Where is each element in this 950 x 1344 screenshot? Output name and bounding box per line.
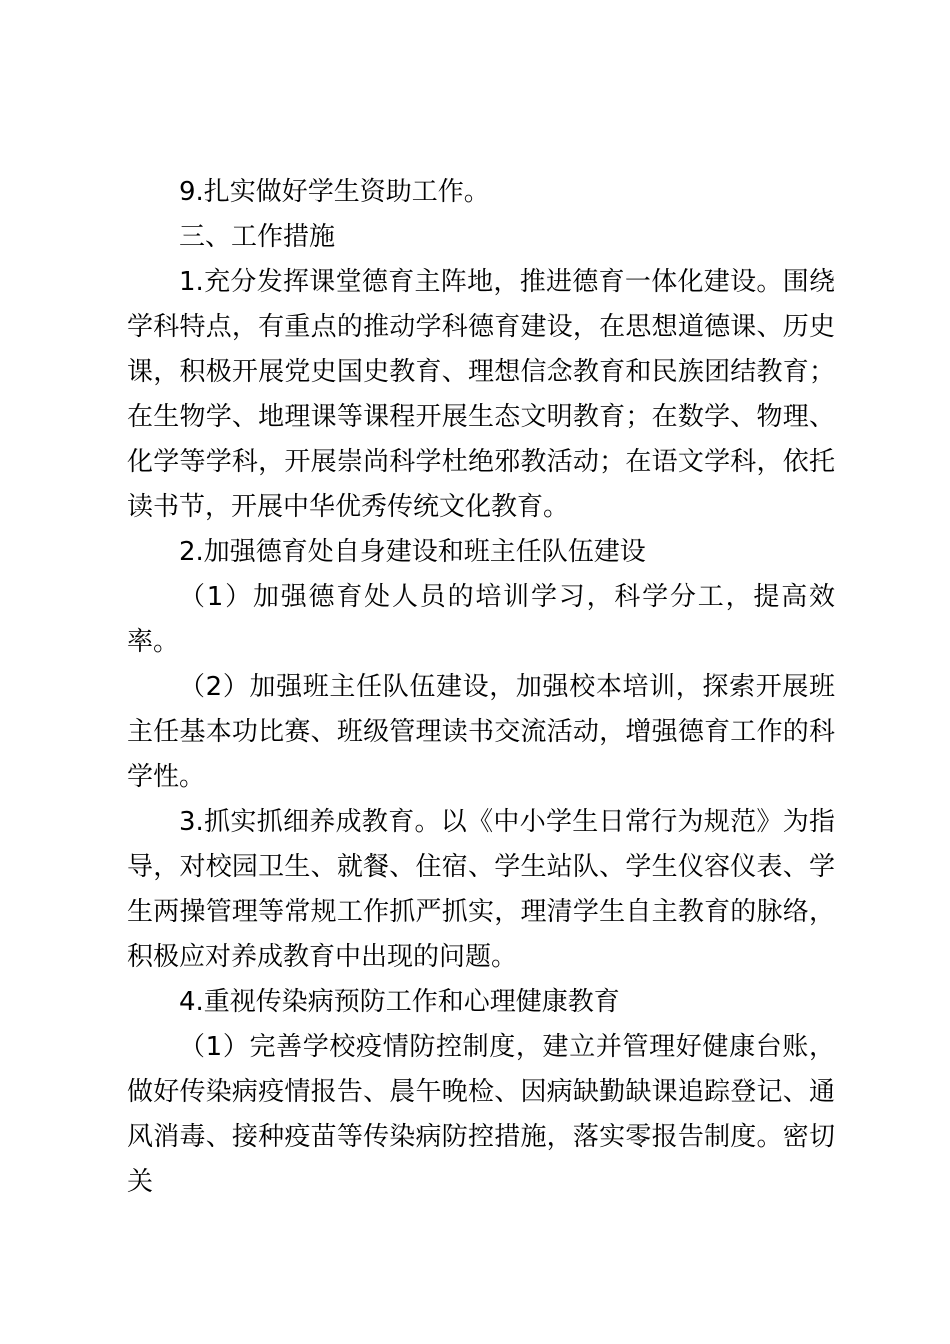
- section-heading-work-measures: 三、工作措施: [179, 222, 336, 252]
- paragraph-item-9: 9.扎实做好学生资助工作。: [179, 177, 490, 207]
- paragraph-measure-1: 1.充分发挥课堂德育主阵地，推进德育一体化建设。围绕学科特点，有重点的推动学科德育建设，在思想道德课、历史课，积极开展党史国史教育、理想信念教育和民族团结教育；在生物学、地理课等课程开展生态文明教育；在数学、物理、化学等学科，开展崇尚科学杜绝邪教活动；在语文学科，依托读书节，开展中华优秀传统文化教育。: [127, 267, 835, 522]
- paragraph-measure-4-sub-1: （1）完善学校疫情防控制度，建立并管理好健康台账，做好传染病疫情报告、晨午晚检、因病缺勤缺课追踪登记、通风消毒、接种疫苗等传染病防控措施，落实零报告制度。密切关: [127, 1032, 835, 1197]
- paragraph-measure-2-sub-1: （1）加强德育处人员的培训学习，科学分工，提高效率。: [127, 582, 835, 657]
- paragraph-measure-2-heading: 2.加强德育处自身建设和班主任队伍建设: [179, 537, 646, 567]
- document-body: [127, 170, 835, 1205]
- paragraph-measure-2-sub-2: （2）加强班主任队伍建设，加强校本培训，探索开展班主任基本功比赛、班级管理读书交流活动，增强德育工作的科学性。: [127, 672, 835, 792]
- paragraph-measure-3: 3.抓实抓细养成教育。以《中小学生日常行为规范》为指导，对校园卫生、就餐、住宿、学生站队、学生仪容仪表、学生两操管理等常规工作抓严抓实，理清学生自主教育的脉络，积极应对养成教育中出现的问题。: [127, 807, 835, 972]
- paragraph-measure-4-heading: 4.重视传染病预防工作和心理健康教育: [179, 987, 620, 1017]
